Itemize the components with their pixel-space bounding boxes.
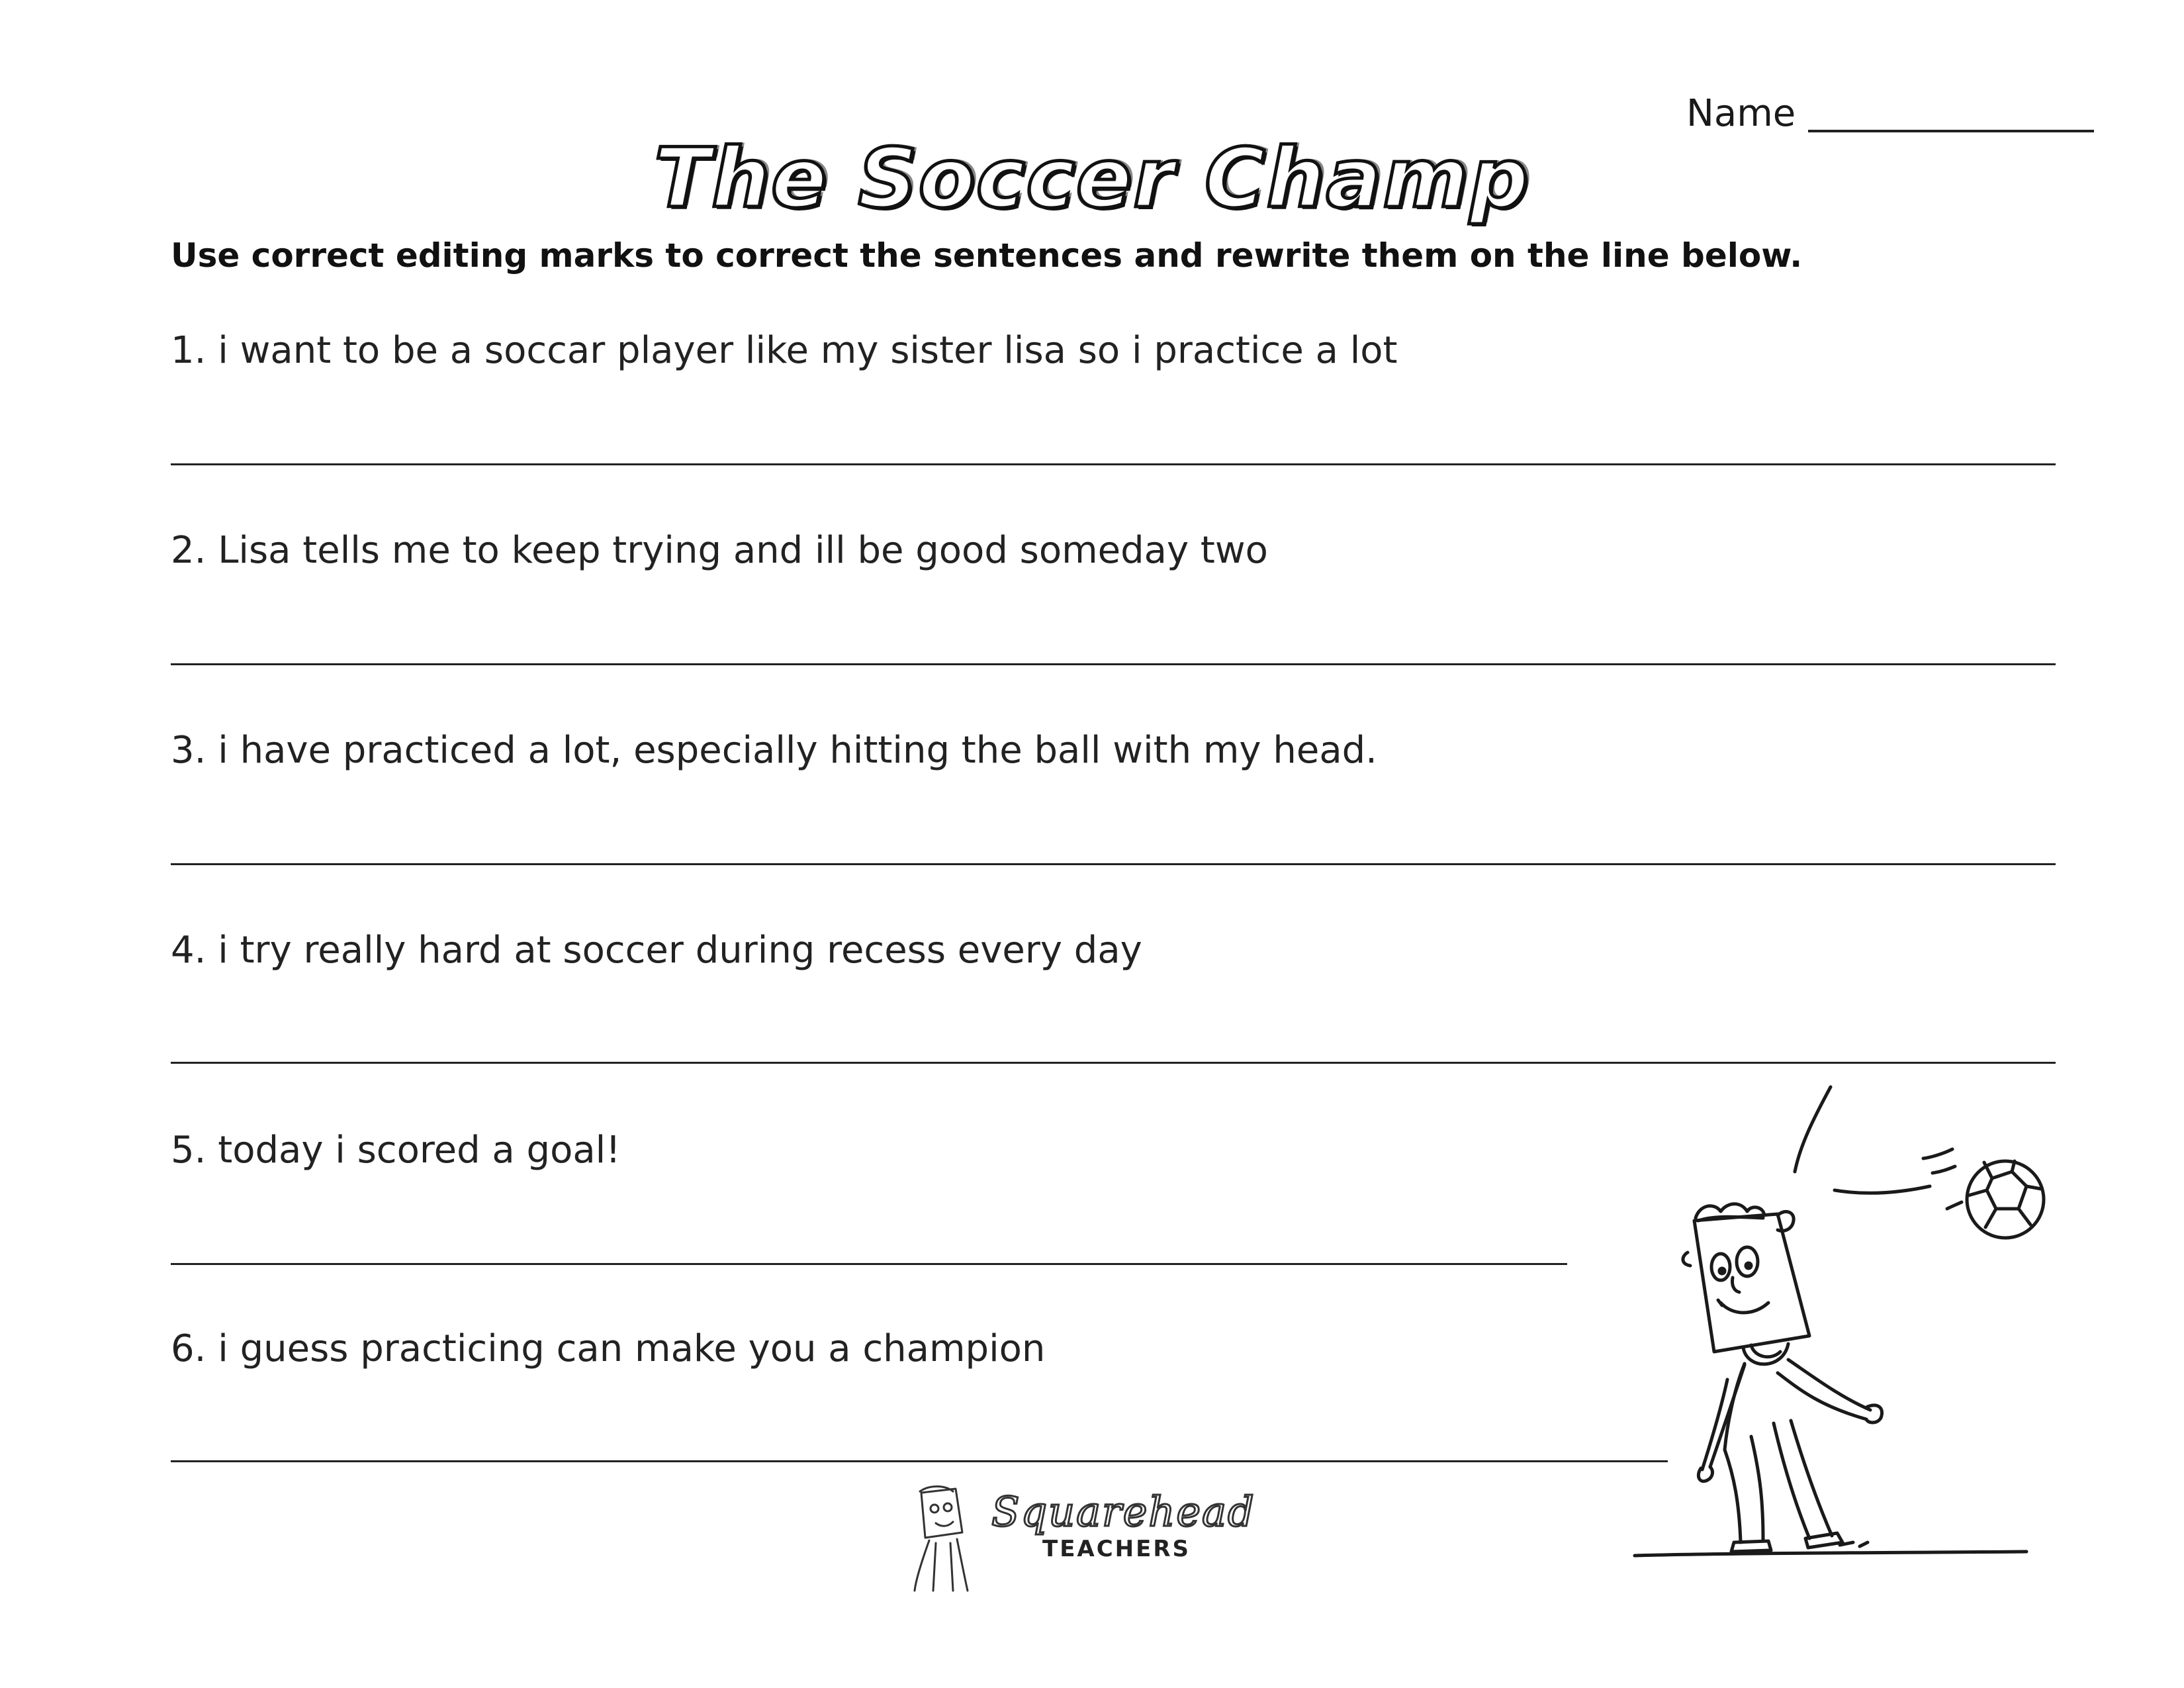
answer-line-3[interactable] bbox=[171, 863, 2056, 865]
answer-line-1[interactable] bbox=[171, 463, 2056, 465]
answer-line-2[interactable] bbox=[171, 663, 2056, 665]
name-label: Name bbox=[1686, 92, 1796, 135]
logo-figure-icon bbox=[915, 1487, 968, 1591]
sentence-2: 2. Lisa tells me to keep trying and ill be good someday two bbox=[171, 529, 1268, 572]
worksheet-title: The Soccer Champ bbox=[654, 131, 1530, 226]
sentence-1: 1. i want to be a soccar player like my sister lisa so i practice a lot bbox=[171, 329, 1398, 372]
logo-wordmark: Squarehead bbox=[991, 1487, 1255, 1536]
logo-subtitle: TEACHERS bbox=[1042, 1536, 1191, 1562]
instructions-text: Use correct editing marks to correct the sentences and rewrite them on the line below. bbox=[171, 236, 1803, 275]
answer-line-5[interactable] bbox=[171, 1263, 1567, 1265]
soccer-ball-icon bbox=[1967, 1161, 2044, 1238]
sentence-3: 3. i have practiced a lot, especially hitting the ball with my head. bbox=[171, 729, 1377, 772]
answer-line-4[interactable] bbox=[171, 1062, 2056, 1064]
sentence-5: 5. today i scored a goal! bbox=[171, 1129, 621, 1172]
answer-line-6[interactable] bbox=[171, 1460, 1668, 1462]
motion-lines-icon bbox=[1795, 1087, 1962, 1209]
soccer-player-illustration bbox=[1621, 1079, 2085, 1569]
sentence-6: 6. i guess practicing can make you a champion bbox=[171, 1327, 1046, 1370]
sentence-4: 4. i try really hard at soccer during recess every day bbox=[171, 929, 1142, 972]
